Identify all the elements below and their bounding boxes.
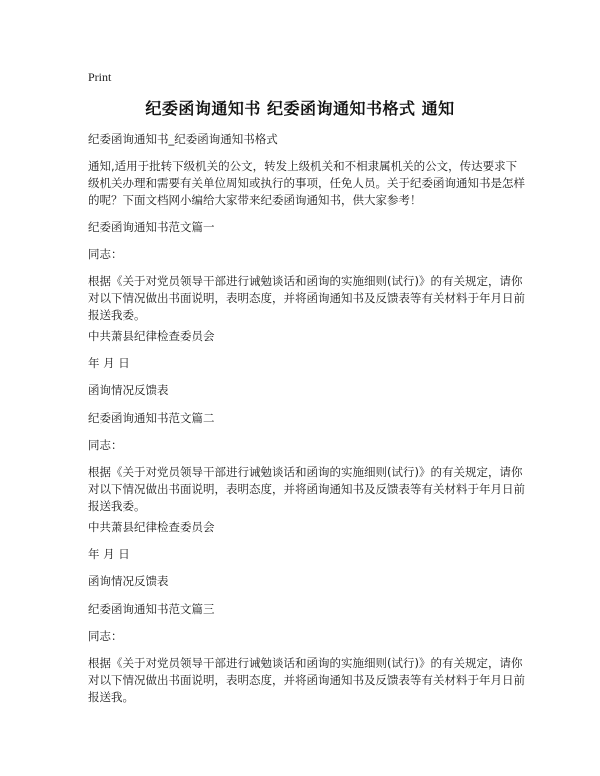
section-2-attachment: 函询情况反馈表 [88, 574, 169, 588]
section-3-salutation: 同志： [88, 629, 123, 643]
salutation [88, 246, 528, 263]
section-2-date: 年 月 日 [88, 547, 130, 561]
section-2-heading: 纪委函询通知书范文篇二 [88, 411, 215, 425]
section-3-body: 根据《关于对党员领导干部进行诫勉谈话和函询的实施细则(试行)》的有关规定，请你对以下情况做出书面说明，表明态度，并将函询通知书及反馈表等有关材料于年月日前报送我。 [88, 656, 525, 704]
section-1-date: 年 月 日 [88, 356, 130, 370]
section-body [88, 464, 528, 515]
section-2-body: 根据《关于对党员领导干部进行诫勉谈话和函询的实施细则(试行)》的有关规定，请你对以下情况做出书面说明，表明态度，并将函询通知书及反馈表等有关材料于年月日前报送我委。 [88, 465, 525, 513]
section-body [88, 273, 528, 324]
subtitle [88, 131, 528, 148]
date-line [88, 355, 528, 372]
attachment-line [88, 382, 528, 399]
page-title: 纪委函询通知书 纪委函询通知书格式 通知 [145, 99, 455, 118]
issuing-org [88, 519, 528, 536]
section-heading [88, 410, 528, 427]
section-heading [88, 601, 528, 618]
section-2-org: 中共萧县纪律检查委员会 [88, 520, 215, 534]
section-heading [88, 219, 528, 236]
print-label[interactable]: Print [88, 70, 112, 84]
date-line [88, 546, 528, 563]
section-1-attachment: 函询情况反馈表 [88, 383, 169, 397]
section-2-salutation: 同志： [88, 438, 123, 452]
intro-text: 通知,适用于批转下级机关的公文，转发上级机关和不相隶属机关的公文，传达要求下级机关办理和需要有关单位周知或执行的事项，任免人员。关于纪委函询通知书是怎样的呢？下面文档网小编给大家带来纪委函询通知书，供大家参考！ [88, 159, 525, 207]
section-1-salutation: 同志： [88, 247, 123, 261]
salutation [88, 628, 528, 645]
section-1-heading: 纪委函询通知书范文篇一 [88, 220, 215, 234]
section-3-heading: 纪委函询通知书范文篇三 [88, 602, 215, 616]
subtitle-text: 纪委函询通知书_纪委函询通知书格式 [88, 132, 278, 146]
section-body [88, 655, 528, 706]
intro-paragraph [88, 158, 528, 209]
section-1-org: 中共萧县纪律检查委员会 [88, 329, 215, 343]
issuing-org [88, 328, 528, 345]
attachment-line [88, 573, 528, 590]
section-1-body: 根据《关于对党员领导干部进行诫勉谈话和函询的实施细则(试行)》的有关规定，请你对以下情况做出书面说明，表明态度，并将函询通知书及反馈表等有关材料于年月日前报送我委。 [88, 274, 525, 322]
salutation [88, 437, 528, 454]
